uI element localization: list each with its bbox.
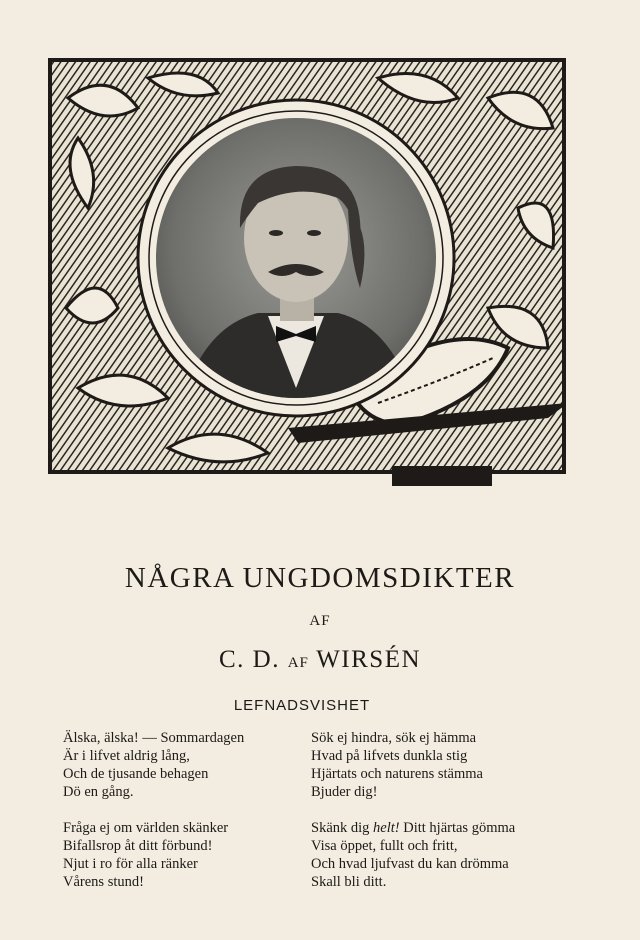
poem-line: Älska, älska! — Sommardagen — [63, 730, 245, 746]
stanza-3 — [311, 729, 483, 801]
poem-line: Hjärtats och naturens stämma — [311, 766, 483, 782]
stanza-4 — [311, 819, 515, 891]
author-surname: WIRSÉN — [316, 646, 422, 673]
poem-line: Bifallsrop åt ditt förbund! — [63, 838, 213, 854]
line-suffix: Ditt hjärtas gömma — [399, 820, 516, 836]
stanza-2 — [63, 819, 228, 891]
poem-line: Och hvad ljufvast du kan drömma — [311, 856, 509, 872]
decorative-frame — [48, 58, 566, 540]
line-prefix: Skänk dig — [311, 820, 374, 836]
poem-line — [311, 819, 515, 837]
italic-word: helt! — [373, 820, 400, 836]
poem-line: Skall bli ditt. — [311, 874, 387, 890]
poem-line: Fråga ej om världen skänker — [63, 820, 229, 836]
poem-line: Vårens stund! — [63, 874, 144, 890]
poem-title: LEFNADSVISHET — [233, 697, 371, 714]
af-label: AF — [309, 613, 331, 629]
author-initials: C. D. — [218, 646, 280, 673]
page-title: NÅGRA UNGDOMSDIKTER — [124, 562, 516, 594]
stanza-1 — [63, 729, 244, 801]
poem-line: Dö en gång. — [63, 784, 134, 800]
poem-line: Njut i ro för alla ränker — [63, 856, 198, 872]
poem-line: Bjuder dig! — [311, 784, 378, 800]
poem-line: Är i lifvet aldrig lång, — [63, 748, 190, 764]
artist-signature: N.KREUGER — [455, 529, 525, 540]
poem-line: Sök ej hindra, sök ej hämma — [311, 730, 477, 746]
author-af: AF — [287, 655, 309, 671]
poem-line: Hvad på lifvets dunkla stig — [311, 748, 468, 764]
poem-line: Och de tjusande behagen — [63, 766, 209, 782]
author-name — [0, 646, 640, 674]
poem-line: Visa öppet, fullt och fritt, — [311, 838, 458, 854]
